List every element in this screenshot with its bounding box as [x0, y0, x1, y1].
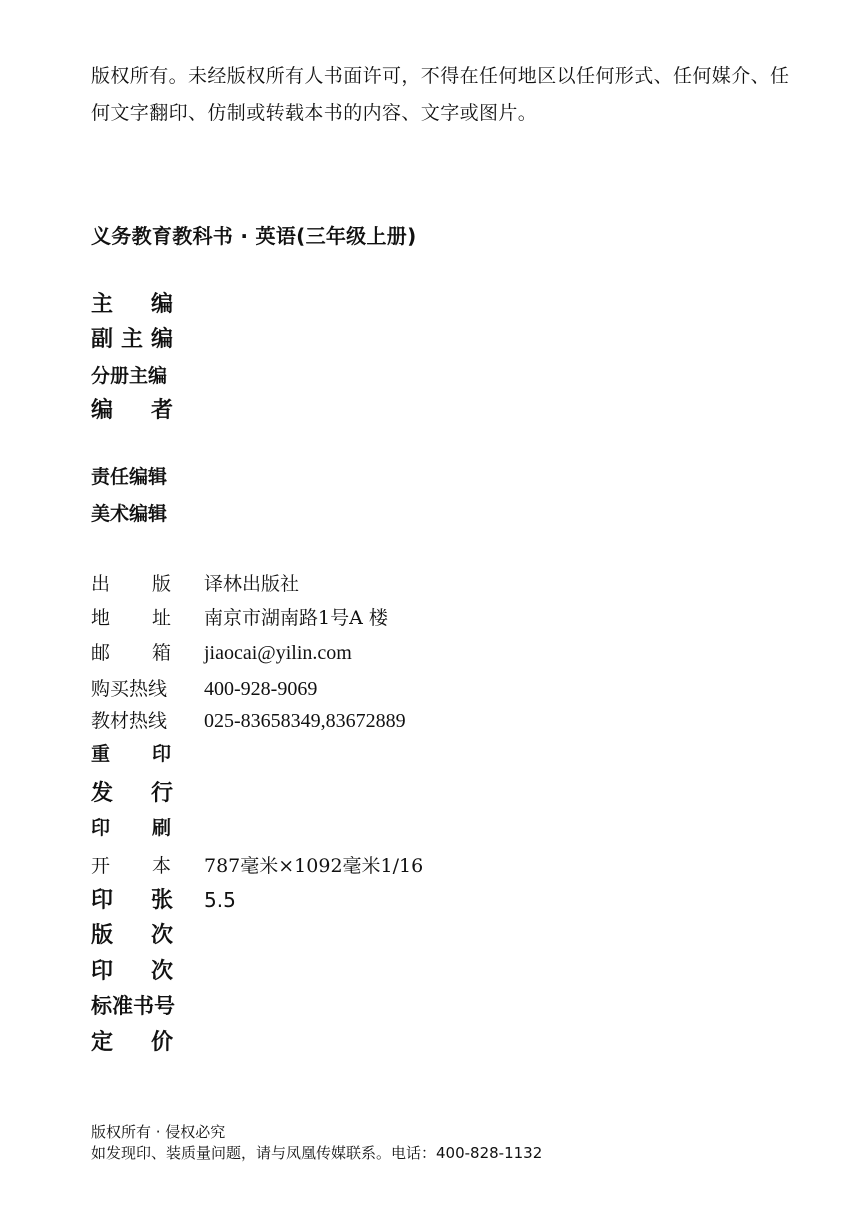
credit-row-authors — [91, 393, 204, 424]
pub-value: jiaocai@yilin.com — [204, 642, 352, 664]
credit-label: 分册主编 — [91, 365, 168, 387]
pub-label: 印 刷 — [91, 817, 171, 839]
pub-value: 787毫米×1092毫米1/16 — [204, 855, 424, 877]
pub-label: 版 次 — [91, 923, 173, 948]
credit-label: 美术编辑 — [91, 503, 168, 525]
copyright-notice: 版权所有。未经版权所有人书面许可，不得在任何地区以任何形式、任何媒介、任何文字翻印、仿制或转载本书的内容、文字或图片。 — [91, 65, 790, 124]
credit-label: 编 者 — [91, 398, 173, 423]
pub-label: 标准书号 — [91, 994, 175, 1018]
pub-row-publisher — [91, 569, 299, 596]
pub-value: 南京市湖南路1号A 楼 — [204, 607, 388, 629]
footer-contact: 如发现印、装质量问题，请与凤凰传媒联系。电话：400-828-1132 — [91, 1144, 543, 1162]
credit-row-responsible-editor — [91, 462, 204, 489]
pub-value: 5.5 — [204, 888, 236, 912]
pub-row-reprint — [91, 739, 202, 766]
pub-row-purchase-hotline — [91, 674, 317, 701]
pub-row-format — [91, 851, 423, 878]
pub-value: 译林出版社 — [204, 573, 300, 595]
credit-label: 主 编 — [91, 292, 173, 317]
pub-label: 教材热线 — [91, 710, 168, 732]
pub-label: 地 址 — [91, 607, 171, 629]
footer — [91, 1122, 542, 1164]
pub-row-sheets — [91, 883, 236, 914]
pub-row-email — [91, 638, 352, 665]
pub-row-isbn — [91, 990, 204, 1020]
credit-label: 副 主 编 — [91, 327, 173, 352]
pub-label: 印 次 — [91, 959, 173, 984]
pub-label: 重 印 — [91, 743, 171, 765]
credit-label: 责任编辑 — [91, 466, 168, 488]
footer-rights: 版权所有 · 侵权必究 — [91, 1123, 226, 1141]
pub-row-price — [91, 1025, 204, 1056]
pub-label: 定 价 — [91, 1030, 173, 1055]
credit-row-volume-editor — [91, 361, 204, 388]
credit-row-art-editor — [91, 499, 204, 526]
pub-label: 开 本 — [91, 855, 171, 877]
pub-label: 发 行 — [91, 781, 173, 806]
pub-label: 印 张 — [91, 888, 173, 913]
pub-row-printing — [91, 813, 202, 840]
pub-row-impression — [91, 954, 204, 985]
credit-row-chief-editor — [91, 287, 204, 318]
pub-row-edition — [91, 918, 204, 949]
credit-row-deputy-chief-editor — [91, 322, 204, 353]
pub-value: 025-83658349,83672889 — [204, 710, 406, 732]
pub-row-textbook-hotline — [91, 706, 406, 733]
pub-label: 邮 箱 — [91, 642, 171, 664]
pub-row-address — [91, 603, 388, 630]
pub-label: 购买热线 — [91, 678, 168, 700]
book-title: 义务教育教科书 · 英语(三年级上册) — [91, 224, 417, 248]
pub-value: 400-928-9069 — [204, 678, 318, 700]
pub-row-distribution — [91, 776, 204, 807]
pub-label: 出 版 — [91, 573, 171, 595]
